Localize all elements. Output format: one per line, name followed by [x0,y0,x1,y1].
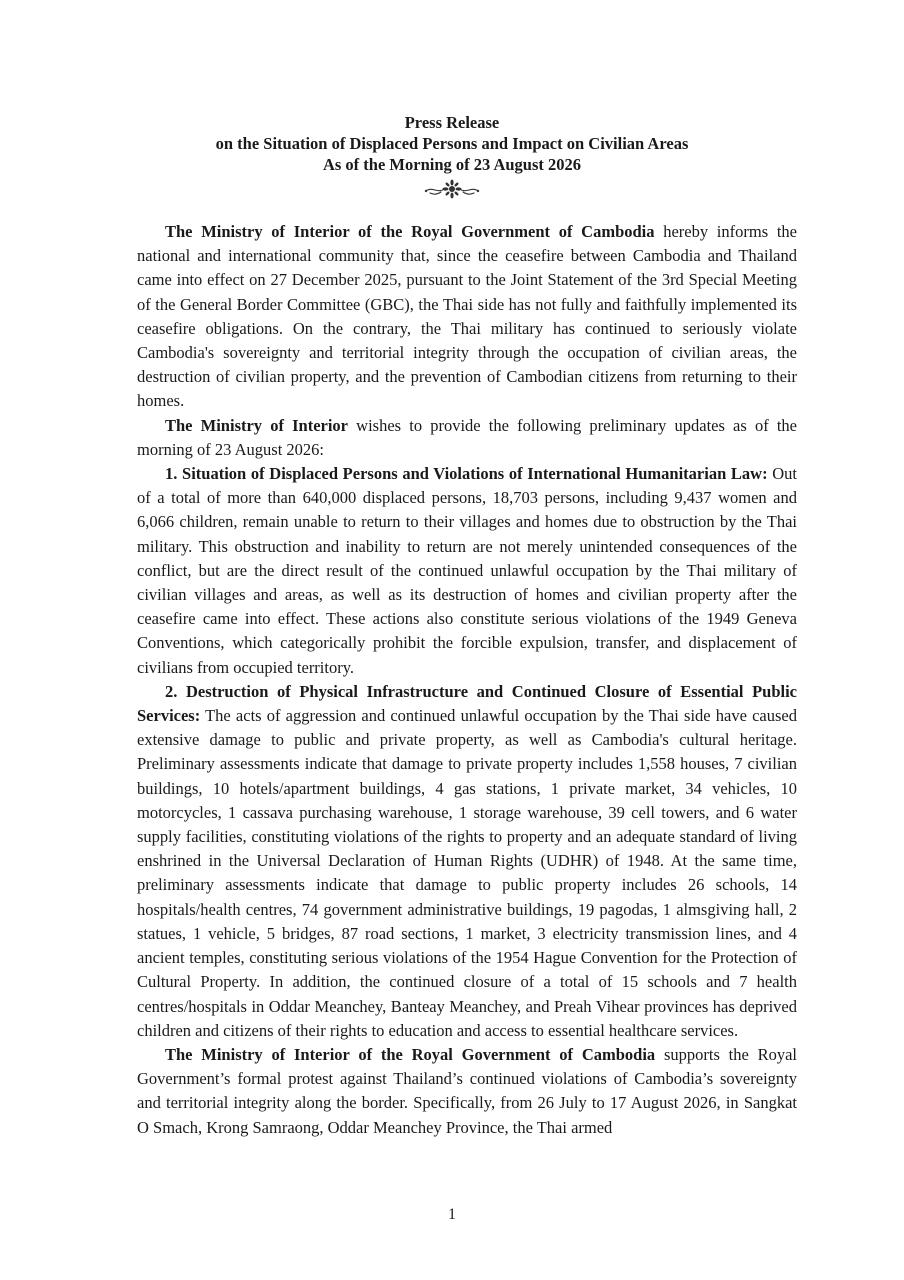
paragraph-formal-protest [137,1043,797,1140]
paragraph-preliminary-updates [137,414,797,462]
paragraph-lead: The Ministry of Interior of the Royal Government of Cambodia [165,222,655,241]
paragraph-text: hereby informs the national and international community that, since the ceasefire between Cambodia and Thailand came into effect on 27 December 2025, pursuant to the Joint Statement of the 3rd Special Meeting of the General Border Committee (GBC), the Thai side has not fully and faithfully implemented its ceasefire obligations. On the contrary, the Thai military has continued to seriously violate Cambodia's sovereignty and territorial integrity through the occupation of civilian areas, the destruction of civilian property, and the prevention of Cambodian citizens from returning to their homes. [137,222,797,411]
paragraph-lead: The Ministry of Interior of the Royal Government of Cambodia [165,1044,656,1064]
press-release-heading [0,112,904,175]
body-text [137,220,797,1140]
heading-line-3: As of the Morning of 23 August 2026 [322,155,582,174]
paragraph-lead: 1. Situation of Displaced Persons and Violations of International Humanitarian Law: [165,464,768,484]
paragraph-text: supports the Royal Government’s formal protest against Thailand’s continued violations of Cambodia’s sovereignty and territorial integrity along the border. Specifically, from 26 July to 17 August 2026, in Sangkat O Smach, Krong Samraong, Oddar Meanchey Province, the Thai armed [137,1044,797,1137]
paragraph-lead: 2. Destruction of Physical Infrastructure and Continued Closure of Essential Public Services: [137,681,797,726]
floral-divider-icon [422,178,482,200]
paragraph-displaced-persons [137,462,797,680]
paragraph-ministry-statement [137,220,797,414]
paragraph-text: Out of a total of more than 640,000 displaced persons, 18,703 persons, including 9,437 women and 6,066 children, remain unable to return to their villages and homes due to obstruction by the Thai military. This obstruction and inability to return are not merely unintended consequences of the conflict, but are the direct result of the continued unlawful occupation by the Thai military of civilian villages and areas, as well as its destruction of homes and civilian property after the ceasefire came into effect. These actions also constitute serious violations of the 1949 Geneva Conventions, which categorically prohibit the forcible expulsion, transfer, and displacement of civilians from occupied territory. [137,464,797,677]
page-number: 1 [448,1206,456,1223]
paragraph-infrastructure-destruction [137,680,797,1043]
paragraph-text: The acts of aggression and continued unlawful occupation by the Thai side have caused extensive damage to public and private property, as well as Cambodia's cultural heritage. Preliminary assessments indicate that damage to private property includes 1,558 houses, 7 civilian buildings, 10 hotels/apartment buildings, 4 gas stations, 1 private market, 34 vehicles, 10 motorcycles, 1 cassava purchasing warehouse, 1 storage warehouse, 39 cell towers, and 6 water supply facilities, constituting violations of the rights to property and an adequate standard of living enshrined in the Universal Declaration of Human Rights (UDHR) of 1948. At the same time, preliminary assessments indicate that damage to public property includes 26 schools, 14 hospitals/health centres, 74 government administrative buildings, 19 pagodas, 1 almsgiving hall, 2 statues, 1 vehicle, 5 bridges, 87 road sections, 1 market, 3 electricity transmission lines, and 4 ancient temples, constituting serious violations of the 1954 Hague Convention for the Protection of Cultural Property. In addition, the continued closure of a total of 15 schools and 7 health centres/hospitals in Oddar Meanchey, Banteay Meanchey, and Preah Vihear provinces has deprived children and citizens of their rights to education and access to essential healthcare services. [137,706,797,1040]
heading-line-1: Press Release [404,113,500,132]
heading-line-2: on the Situation of Displaced Persons and Impact on Civilian Areas [215,134,689,153]
paragraph-text: wishes to provide the following preliminary updates as of the morning of 23 August 2026: [137,415,798,459]
paragraph-lead: The Ministry of Interior [165,415,349,435]
